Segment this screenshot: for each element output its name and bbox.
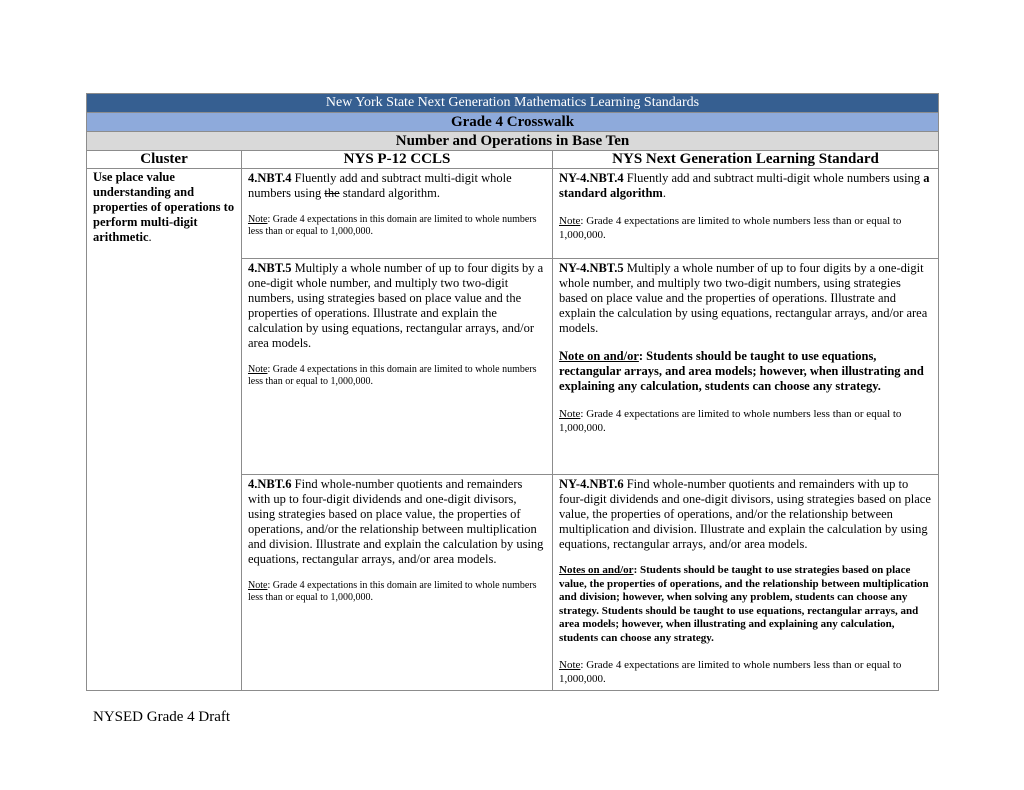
note-text: : Grade 4 expectations in this domain are limited to whole numbers less than or equal to 1,000,000. <box>248 580 537 603</box>
and-or-label: Notes on and/or <box>559 564 634 576</box>
standard-text: Multiply a whole number of up to four digits by a one-digit whole number, and multiply two two-digit numbers, using strategies based on place value and the properties of operations. Illustrate and explain the calculation by using equations, rectangular arrays, and/or area models. <box>559 261 928 335</box>
ccls-cell-4nbt6 <box>242 475 553 691</box>
note <box>559 214 931 242</box>
crosswalk-table <box>86 93 939 691</box>
bold-text: a standard algorithm <box>559 171 930 200</box>
column-header-ngls: NYS Next Generation Learning Standard <box>553 151 939 169</box>
standard-code: NY-4.NBT.6 <box>559 477 624 491</box>
column-header-ccls: NYS P-12 CCLS <box>242 151 553 169</box>
standard-code: 4.NBT.6 <box>248 477 292 491</box>
note <box>559 658 931 686</box>
ngls-cell-4nbt5 <box>553 259 939 475</box>
standard-text: Multiply a whole number of up to four digits by a one-digit whole number, and multiply two two-digit numbers, using strategies based on place value and the properties of operations. Illustrate and explain the calculation by using equations, rectangular arrays, and/or area models. <box>248 261 544 350</box>
page-footer: NYSED Grade 4 Draft <box>93 709 231 725</box>
standard-text-end: standard algorithm. <box>339 186 440 200</box>
document-title: New York State Next Generation Mathematics Learning Standards <box>87 94 939 113</box>
cluster-text-end: . <box>148 230 152 244</box>
domain-title: Number and Operations in Base Ten <box>87 132 939 151</box>
struck-text: the <box>324 186 340 200</box>
and-or-text: : Students should be taught to use equations, rectangular arrays, and area models; however, when illustrating and explaining any calculation, students can choose any strategy. <box>559 349 924 393</box>
note-label: Note <box>248 580 268 591</box>
note <box>248 580 545 604</box>
and-or-label: Note on and/or <box>559 349 639 363</box>
note-label: Note <box>559 215 581 227</box>
cluster-text: Use place value understanding and properties of operations to perform multi-digit arithmetic <box>93 170 235 244</box>
note-text: : Grade 4 expectations are limited to whole numbers less than or equal to 1,000,000. <box>559 215 902 241</box>
and-or-text: : Students should be taught to use strategies based on place value, the properties of operations, and the relationship between multiplication and division; however, when solving any problem, students can choose any strategy. Students should be taught to use equations, rectangular arrays, and area models; however, when illustrating and explaining any calculation, students can choose any strategy. <box>559 564 929 644</box>
note-text: : Grade 4 expectations are limited to whole numbers less than or equal to 1,000,000. <box>559 659 902 685</box>
note-text: : Grade 4 expectations are limited to whole numbers less than or equal to 1,000,000. <box>559 408 902 434</box>
standard-code: 4.NBT.4 <box>248 171 292 185</box>
and-or-note <box>559 564 931 645</box>
standard-text: Fluently add and subtract multi-digit whole numbers using <box>248 171 512 200</box>
grade-title: Grade 4 Crosswalk <box>87 113 939 132</box>
standard-text: Find whole-number quotients and remainders with up to four-digit dividends and one-digit divisors, using strategies based on place value, the properties of operations, and/or the relationship between multiplication and division. Illustrate and explain the calculation by using equations, rectangular arrays, and/or area models. <box>559 477 931 551</box>
standard-code: NY-4.NBT.4 <box>559 171 624 185</box>
note <box>559 407 931 435</box>
and-or-note <box>559 349 931 394</box>
standard-text: Fluently add and subtract multi-digit whole numbers using <box>623 171 924 185</box>
note-label: Note <box>248 214 268 225</box>
note <box>248 214 545 238</box>
standard-text-end: . <box>662 186 666 200</box>
ccls-cell-4nbt4 <box>242 169 553 259</box>
standard-code: NY-4.NBT.5 <box>559 261 624 275</box>
note-label: Note <box>559 408 581 420</box>
ccls-cell-4nbt5 <box>242 259 553 475</box>
ngls-cell-4nbt4 <box>553 169 939 259</box>
note-label: Note <box>559 659 581 671</box>
standard-text: Find whole-number quotients and remainders with up to four-digit dividends and one-digit divisors, using strategies based on place value, the properties of operations, and/or the relationship between multiplication and division. Illustrate and explain the calculation by using equations, rectangular arrays, and/or area models. <box>248 477 544 566</box>
note <box>248 364 545 388</box>
note-text: : Grade 4 expectations in this domain are limited to whole numbers less than or equal to 1,000,000. <box>248 214 537 237</box>
note-label: Note <box>248 364 268 375</box>
column-header-cluster: Cluster <box>87 151 242 169</box>
cluster-cell <box>87 169 242 691</box>
ngls-cell-4nbt6 <box>553 475 939 691</box>
standard-code: 4.NBT.5 <box>248 261 292 275</box>
note-text: : Grade 4 expectations in this domain are limited to whole numbers less than or equal to 1,000,000. <box>248 364 537 387</box>
